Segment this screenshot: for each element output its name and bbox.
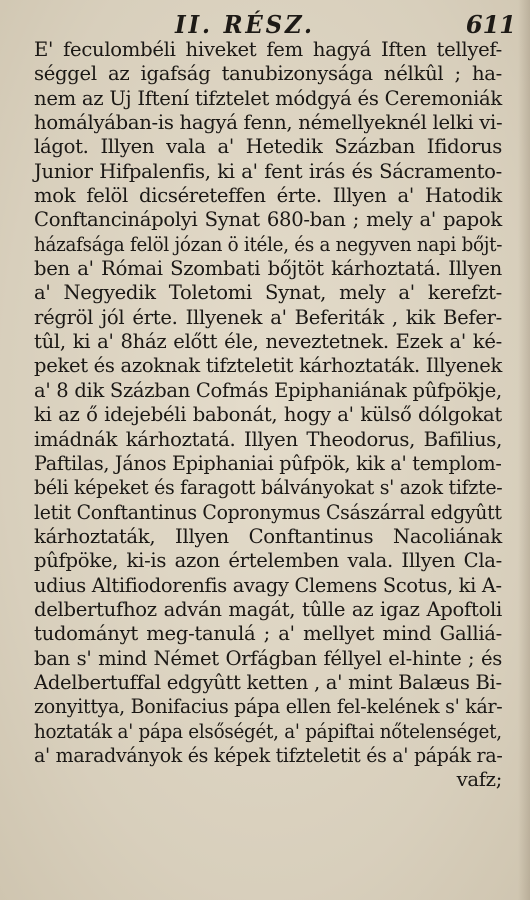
text-line: tudományt meg-tanulá ; a' mellyet mind Galliá- xyxy=(34,622,502,646)
text-line: peket és azoknak tifzteletit kárhoztaták. Illyenek xyxy=(34,354,503,378)
text-line: tûl, ki a' 8ház előtt éle, neveztetnek. Ezek a' ké- xyxy=(34,330,502,354)
text-line: lágot. Illyen vala a' Hetedik Százban Ifidorus xyxy=(34,135,502,159)
text-line: Conftancinápolyi Synat 680-ban ; mely a' papok xyxy=(34,208,502,232)
text-line: régröl jól érte. Illyenek a' Beferiták , kik Befer- xyxy=(34,305,502,329)
text-line: homályában-is hagyá fenn, némellyeknél lelki vi- xyxy=(34,111,503,135)
text-line: a' Negyedik Toletomi Synat, mely a' kerefzt- xyxy=(34,281,502,305)
text-line: delbertufhoz adván magát, tûlle az igaz Apoftoli xyxy=(34,597,502,621)
running-head: II. RÉSZ. xyxy=(175,10,315,39)
text-line: E' feculombéli hiveket fem hagyá Iften tellyef- xyxy=(34,38,502,61)
page-header xyxy=(0,10,530,40)
text-line: Junior Hifpalenfis, ki a' fent irás és Sácramento- xyxy=(34,159,502,183)
text-line: nem az Uj Iftení tifztelet módgyá és Ceremoniák xyxy=(34,86,502,110)
page-edge-shadow xyxy=(518,0,530,900)
text-line: séggel az igafság tanubizonysága nélkûl ; ha- xyxy=(34,62,502,86)
text-line: pûfpöke, ki-is azon értelemben vala. Illyen Cla- xyxy=(34,549,502,573)
text-line: házafsága felöl józan ö itéle, és a negyven napi bőjt- xyxy=(34,232,503,256)
text-line: a' 8 dik Százban Cofmás Epiphaniának pûfpökje, xyxy=(34,378,502,402)
page-number: 611 xyxy=(465,10,516,39)
text-line: ben a' Római Szombati bőjtöt kárhoztatá. Illyen xyxy=(34,257,502,281)
text-line: letit Conftantinus Copronymus Császárral edgyûtt xyxy=(34,500,502,524)
body-text xyxy=(34,38,502,793)
text-line: ban s' mind Német Orfágban féllyel el-hinte ; és xyxy=(34,646,502,670)
text-line: zonyittya, Bonifacius pápa ellen fel-kelének s' kár- xyxy=(34,695,503,719)
text-line: a' maradványok és képek tifzteletit és a' pápák ra- xyxy=(34,743,503,767)
text-line: imádnák kárhoztatá. Illyen Theodorus, Bafilius, xyxy=(34,427,502,451)
text-line: udius Altifiodorenfis avagy Clemens Scotus, ki A- xyxy=(34,573,502,597)
text-line: ki az ő idejebéli babonát, hogy a' külső dólgokat xyxy=(34,403,502,427)
text-line: vafz; xyxy=(456,768,502,792)
text-line: kárhoztaták, Illyen Conftantinus Nacoliának xyxy=(34,524,502,548)
text-line: Adelbertuffal edgyûtt ketten , a' mint Balæus Bi- xyxy=(34,670,502,694)
text-line: Paftilas, János Epiphaniai pûfpök, kik a' templom- xyxy=(34,451,502,475)
text-line: hoztaták a' pápa elsőségét, a' pápiftai nőtelenséget, xyxy=(34,719,502,743)
text-line: béli képeket és faragott bálványokat s' azok tifzte- xyxy=(34,476,503,500)
text-line: mok felöl dicséreteffen érte. Illyen a' Hatodik xyxy=(34,184,502,208)
